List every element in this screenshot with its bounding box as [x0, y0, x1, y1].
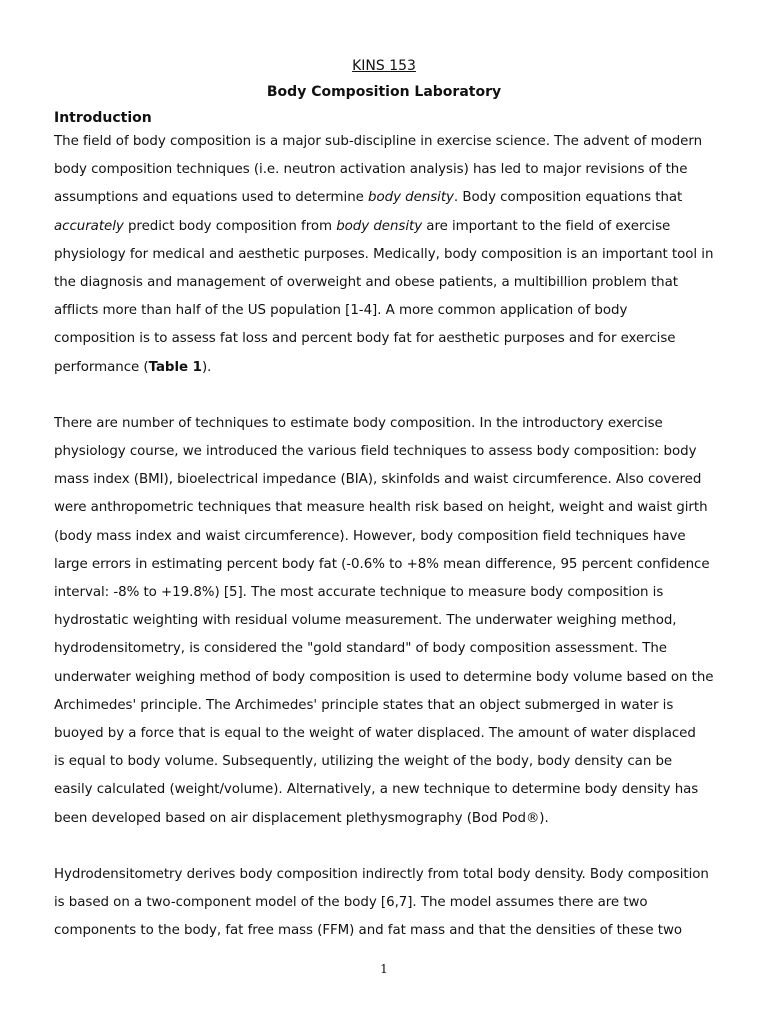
text-run: ). [201, 359, 212, 375]
document-page [54, 56, 714, 945]
text-run: composition is to assess fat loss and percent body fat for aesthetic purposes and for exercise [54, 331, 676, 347]
text-line [54, 466, 714, 494]
text-run: physiology for medical and aesthetic purposes. Medically, body composition is an important tool in [54, 246, 714, 262]
text-run: hydrodensitometry, is considered the "gold standard" of body composition assessment. The [54, 641, 667, 657]
text-run: body composition techniques (i.e. neutron activation analysis) has led to major revisions of the [54, 162, 688, 178]
text-line [54, 241, 714, 269]
paragraph [54, 861, 714, 946]
text-line [54, 861, 714, 889]
text-run: (body mass index and waist circumference). However, body composition field techniques have [54, 528, 686, 544]
page-number: 1 [380, 962, 388, 976]
italic-text: accurately [54, 218, 124, 234]
text-run: were anthropometric techniques that measure health risk based on height, weight and waist girth [54, 500, 708, 516]
text-run: easily calculated (weight/volume). Alternatively, a new technique to determine body density has [54, 782, 699, 798]
paragraph [54, 128, 714, 382]
text-line [54, 269, 714, 297]
body-text [54, 128, 714, 945]
text-line [54, 917, 714, 945]
text-run: is equal to body volume. Subsequently, utilizing the weight of the body, body density can be [54, 754, 673, 770]
text-line [54, 607, 714, 635]
paragraph [54, 410, 714, 833]
text-line [54, 410, 714, 438]
section-heading: Introduction [54, 110, 152, 126]
text-line [54, 551, 714, 579]
text-run: components to the body, fat free mass (FFM) and fat mass and that the densities of these two [54, 923, 682, 939]
text-run: the diagnosis and management of overweight and obese patients, a multibillion problem that [54, 275, 678, 291]
text-line [54, 523, 714, 551]
italic-text: body density [368, 190, 454, 206]
text-run: The field of body composition is a major sub-discipline in exercise science. The advent of modern [54, 134, 703, 149]
text-line [54, 579, 714, 607]
text-line [54, 184, 714, 212]
paragraph-gap [54, 833, 714, 861]
text-run: large errors in estimating percent body fat (-0.6% to +8% mean difference, 95 percent confidence [54, 556, 710, 572]
text-line [54, 325, 714, 353]
text-run: assumptions and equations used to determine [54, 190, 369, 206]
text-line [54, 438, 714, 466]
text-line [54, 494, 714, 522]
italic-text: body density [336, 218, 423, 234]
text-run: mass index (BMI), bioelectrical impedance (BIA), skinfolds and waist circumference. Also covered [54, 472, 702, 488]
text-line [54, 805, 714, 833]
text-run: underwater weighing method of body composition is used to determine body volume based on the [54, 669, 714, 685]
text-run: predict body composition from [123, 218, 337, 234]
text-run: Hydrodensitometry derives body composition indirectly from total body density. Body composition [54, 866, 709, 882]
text-run: Archimedes' principle. The Archimedes' principle states that an object submerged in water is [54, 697, 674, 713]
text-line [54, 354, 714, 382]
text-run: buoyed by a force that is equal to the weight of water displaced. The amount of water displaced [54, 726, 696, 742]
text-line [54, 664, 714, 692]
text-run: is based on a two-component model of the body [6,7]. The model assumes there are two [54, 895, 648, 911]
text-line [54, 692, 714, 720]
text-run: physiology course, we introduced the various field techniques to assess body composition: body [54, 444, 697, 460]
text-line [54, 635, 714, 663]
text-line [54, 776, 714, 804]
text-run: performance ( [54, 359, 149, 375]
text-line [54, 720, 714, 748]
text-run: are important to the field of exercise [422, 218, 671, 234]
text-line [54, 156, 714, 184]
text-line [54, 748, 714, 776]
text-run: interval: -8% to +19.8%) [5]. The most accurate technique to measure body composition is [54, 585, 664, 601]
bold-text: Table 1 [148, 359, 202, 375]
text-line [54, 297, 714, 325]
text-line [54, 889, 714, 917]
text-run: hydrostatic weighting with residual volume measurement. The underwater weighing method, [54, 613, 677, 629]
document-title: Body Composition Laboratory [266, 84, 502, 100]
text-line [54, 213, 714, 241]
course-code: KINS 153 [352, 58, 416, 74]
text-run: . Body composition equations that [453, 190, 683, 206]
paragraph-gap [54, 382, 714, 410]
text-line [54, 128, 714, 156]
text-run: There are number of techniques to estimate body composition. In the introductory exercise [54, 415, 663, 431]
text-run: afflicts more than half of the US population [1-4]. A more common application of body [54, 303, 628, 319]
text-run: been developed based on air displacement plethysmography (Bod Pod®). [54, 810, 549, 826]
